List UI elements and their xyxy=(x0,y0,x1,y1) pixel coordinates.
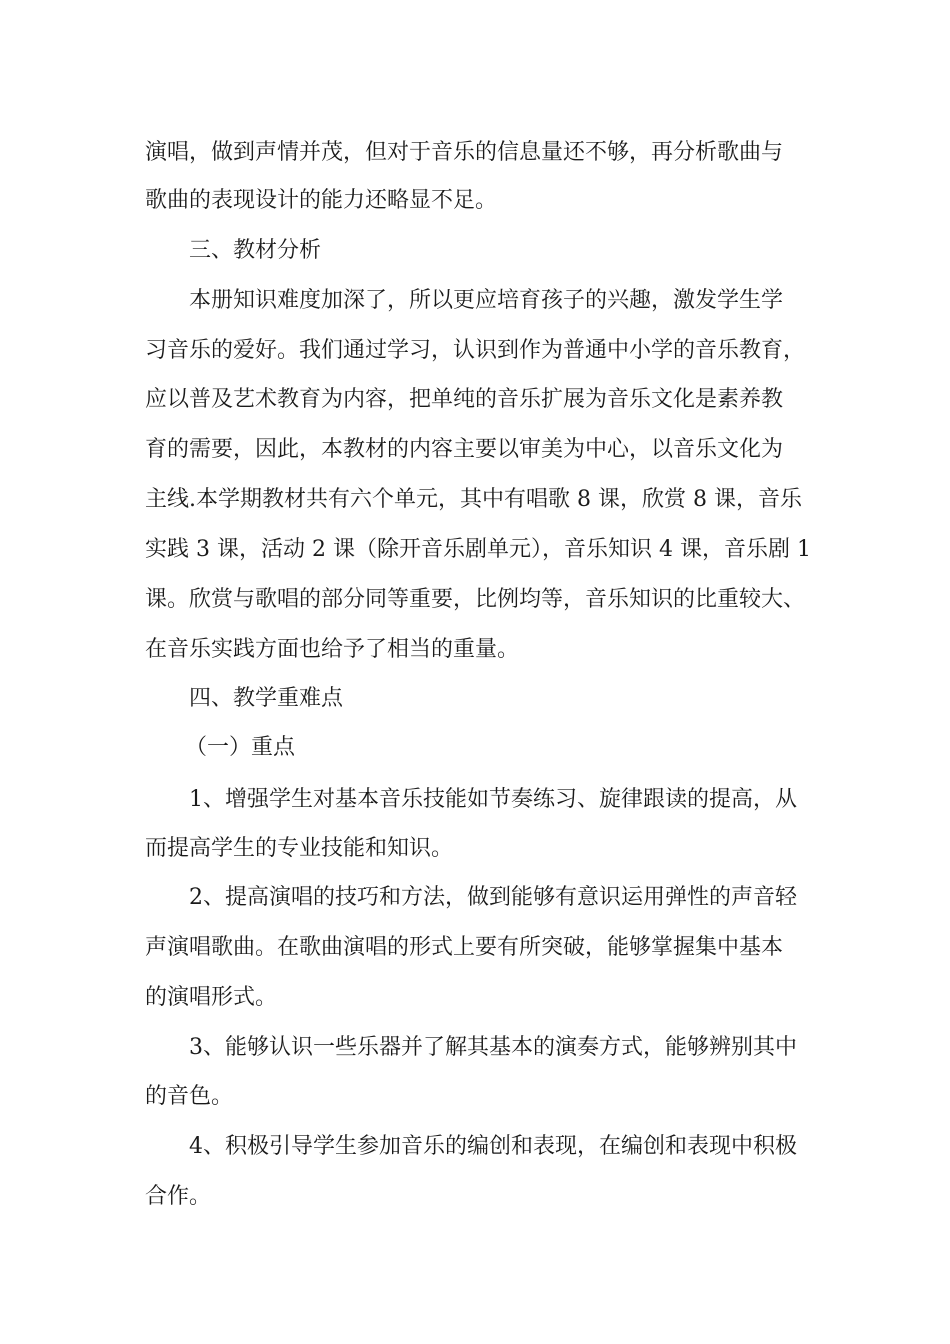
paragraph-line: 在音乐实践方面也给予了相当的重量。 xyxy=(145,637,520,662)
section-heading: 三、教材分析 xyxy=(189,238,322,263)
paragraph-line: 育的需要，因此，本教材的内容主要以审美为中心，以音乐文化为 xyxy=(145,437,784,462)
list-item-line: 的音色。 xyxy=(145,1084,234,1109)
subsection-heading: （一）重点 xyxy=(185,735,296,760)
paragraph-line: 实践 3 课，活动 2 课（除开音乐剧单元），音乐知识 4 课，音乐剧 1 xyxy=(145,537,811,562)
paragraph-line: 演唱，做到声情并茂，但对于音乐的信息量还不够，再分析歌曲与 xyxy=(145,140,784,165)
paragraph-line: 主线.本学期教材共有六个单元，其中有唱歌 8 课，欣赏 8 课，音乐 xyxy=(145,487,802,512)
paragraph-line: 本册知识难度加深了，所以更应培育孩子的兴趣，激发学生学 xyxy=(189,288,784,313)
list-item-line: 合作。 xyxy=(145,1184,212,1209)
paragraph-line: 课。欣赏与歌唱的部分同等重要，比例均等，音乐知识的比重较大、 xyxy=(145,587,806,612)
list-item-line: 1、增强学生对基本音乐技能如节奏练习、旋律跟读的提高，从 xyxy=(189,787,797,812)
paragraph-line: 歌曲的表现设计的能力还略显不足。 xyxy=(145,188,498,213)
list-item-line: 的演唱形式。 xyxy=(145,985,278,1010)
list-item-line: 4、积极引导学生参加音乐的编创和表现，在编创和表现中积极 xyxy=(189,1134,797,1159)
list-item-line: 声演唱歌曲。在歌曲演唱的形式上要有所突破，能够掌握集中基本 xyxy=(145,935,784,960)
paragraph-line: 习音乐的爱好。我们通过学习，认识到作为普通中小学的音乐教育， xyxy=(145,338,806,363)
section-heading: 四、教学重难点 xyxy=(189,686,344,711)
list-item-line: 2、提高演唱的技巧和方法，做到能够有意识运用弹性的声音轻 xyxy=(189,885,797,910)
paragraph-line: 应以普及艺术教育为内容，把单纯的音乐扩展为音乐文化是素养教 xyxy=(145,387,784,412)
list-item-line: 而提高学生的专业技能和知识。 xyxy=(145,836,454,861)
list-item-line: 3、能够认识一些乐器并了解其基本的演奏方式，能够辨别其中 xyxy=(189,1035,797,1060)
